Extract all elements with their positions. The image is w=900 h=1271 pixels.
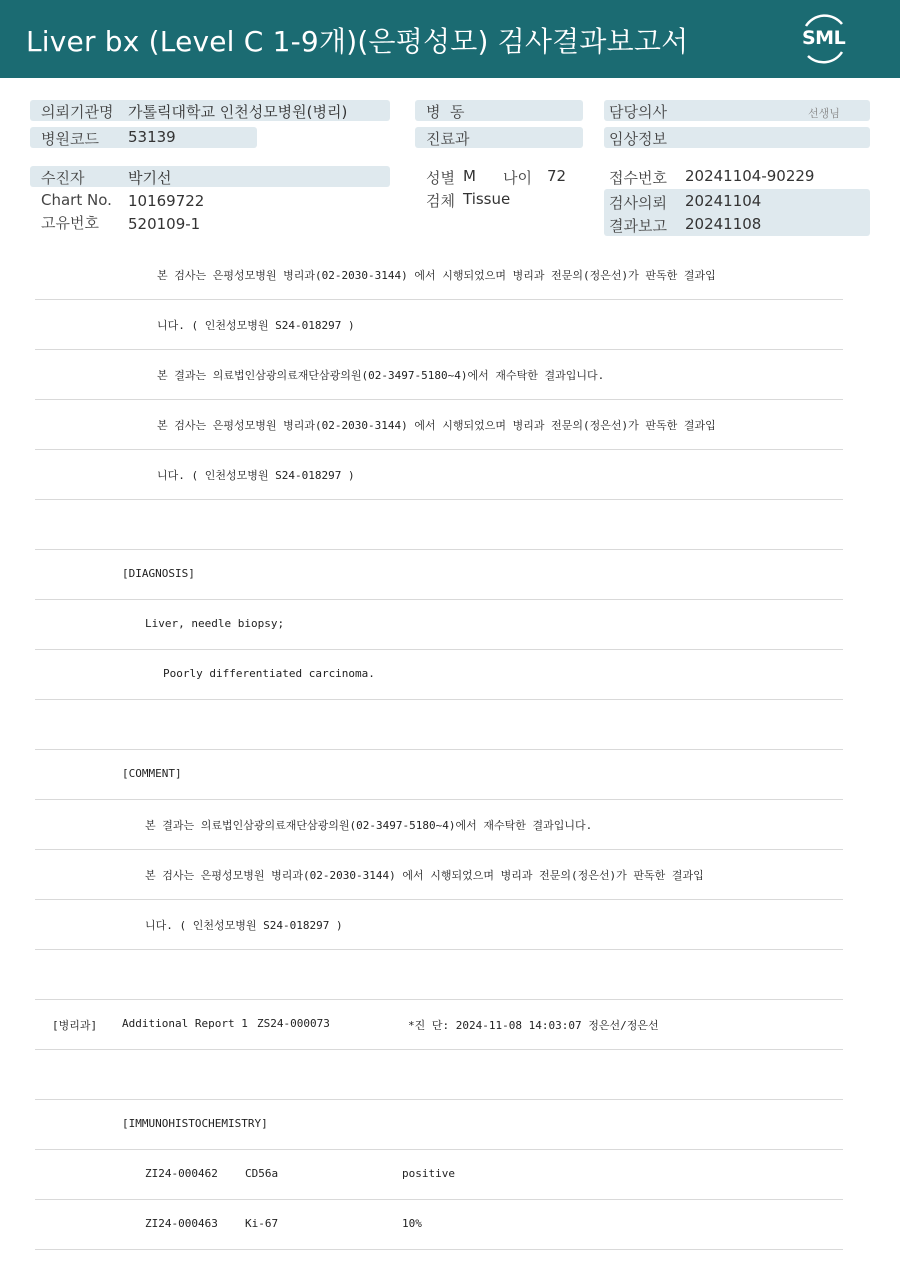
report-row — [35, 700, 843, 750]
report-text: [IMMUNOHISTOCHEMISTRY] — [122, 1117, 268, 1130]
chart-value: 10169722 — [128, 192, 205, 210]
clinical-label: 임상정보 — [609, 130, 667, 148]
sml-logo — [796, 12, 854, 68]
report-row — [35, 250, 843, 300]
report-row — [35, 1200, 843, 1250]
report-row — [35, 800, 843, 850]
report-row — [35, 350, 843, 400]
report-row — [35, 900, 843, 950]
doctor-label: 담당의사 — [609, 103, 667, 121]
report-text: 본 검사는 은평성모병원 병리과(02-2030-3144) 에서 시행되었으며 병리과 전문의(정은선)가 판독한 결과입 — [157, 419, 716, 432]
doctor-suffix: 선생님 — [808, 107, 840, 120]
unique-value: 520109-1 — [128, 215, 201, 233]
request-label: 검사의뢰 — [609, 194, 667, 212]
report-row — [35, 600, 843, 650]
logo-text: SML — [802, 27, 846, 49]
patient-value: 박기선 — [128, 169, 172, 187]
specimen-label: 검체 — [426, 192, 455, 210]
report-header — [0, 0, 900, 78]
report-text: Additional Report 1 — [122, 1017, 248, 1030]
chart-label: Chart No. — [41, 191, 112, 209]
specimen-value: Tissue — [463, 190, 511, 208]
report-body — [35, 250, 843, 1250]
report-text: *진 단: 2024-11-08 14:03:07 정은선/정은선 — [408, 1019, 659, 1032]
report-row — [35, 650, 843, 700]
age-value: 72 — [547, 167, 567, 185]
report-text: 니다. ( 인천성모병원 S24-018297 ) — [157, 469, 355, 482]
report-row — [35, 1100, 843, 1150]
report-text: Ki-67 — [245, 1217, 279, 1230]
report-text: [DIAGNOSIS] — [122, 567, 195, 580]
report-text: positive — [402, 1167, 455, 1180]
report-row — [35, 850, 843, 900]
report-title: Liver bx (Level C 1-9개)(은평성모) 검사결과보고서 — [26, 25, 689, 58]
institution-label: 의뢰기관명 — [41, 103, 114, 121]
result-label: 결과보고 — [609, 217, 667, 235]
report-row — [35, 950, 843, 1000]
unique-label: 고유번호 — [41, 214, 99, 232]
report-text: [병리과] — [52, 1019, 98, 1032]
report-row — [35, 750, 843, 800]
report-text: [COMMENT] — [122, 767, 182, 780]
report-row — [35, 1000, 843, 1050]
report-text: 본 결과는 의료법인삼광의료재단삼광의원(02-3497-5180~4)에서 재수탁한 결과입니다. — [157, 369, 605, 382]
report-row — [35, 400, 843, 450]
sex-value: M — [463, 167, 476, 185]
report-row — [35, 500, 843, 550]
request-value: 20241104 — [685, 192, 762, 210]
report-text: ZS24-000073 — [257, 1017, 330, 1030]
report-text: 본 결과는 의료법인삼광의료재단삼광의원(02-3497-5180~4)에서 재수탁한 결과입니다. — [145, 819, 593, 832]
report-text: 10% — [402, 1217, 422, 1230]
sex-label: 성별 — [426, 169, 455, 187]
report-text: ZI24-000462 — [145, 1167, 218, 1180]
result-value: 20241108 — [685, 215, 762, 233]
patient-label: 수진자 — [41, 169, 85, 187]
report-text: 본 검사는 은평성모병원 병리과(02-2030-3144) 에서 시행되었으며 병리과 전문의(정은선)가 판독한 결과입 — [145, 869, 704, 882]
hospital-code-value: 53139 — [128, 128, 176, 146]
report-text: 니다. ( 인천성모병원 S24-018297 ) — [157, 319, 355, 332]
report-row — [35, 1150, 843, 1200]
report-text: Poorly differentiated carcinoma. — [163, 667, 375, 680]
report-text: 본 검사는 은평성모병원 병리과(02-2030-3144) 에서 시행되었으며 병리과 전문의(정은선)가 판독한 결과입 — [157, 269, 716, 282]
report-text: ZI24-000463 — [145, 1217, 218, 1230]
receipt-label: 접수번호 — [609, 169, 667, 187]
report-text: Liver, needle biopsy; — [145, 617, 285, 630]
report-row — [35, 550, 843, 600]
dept-label: 진료과 — [426, 130, 470, 148]
report-row — [35, 1050, 843, 1100]
report-text: CD56a — [245, 1167, 279, 1180]
hospital-code-label: 병원코드 — [41, 130, 99, 148]
receipt-value: 20241104-90229 — [685, 167, 815, 185]
report-text: 니다. ( 인천성모병원 S24-018297 ) — [145, 919, 343, 932]
ward-label: 병 동 — [426, 103, 465, 121]
institution-value: 가톨릭대학교 인천성모병원(병리) — [128, 103, 348, 121]
report-row — [35, 300, 843, 350]
report-row — [35, 450, 843, 500]
age-label: 나이 — [503, 169, 532, 187]
